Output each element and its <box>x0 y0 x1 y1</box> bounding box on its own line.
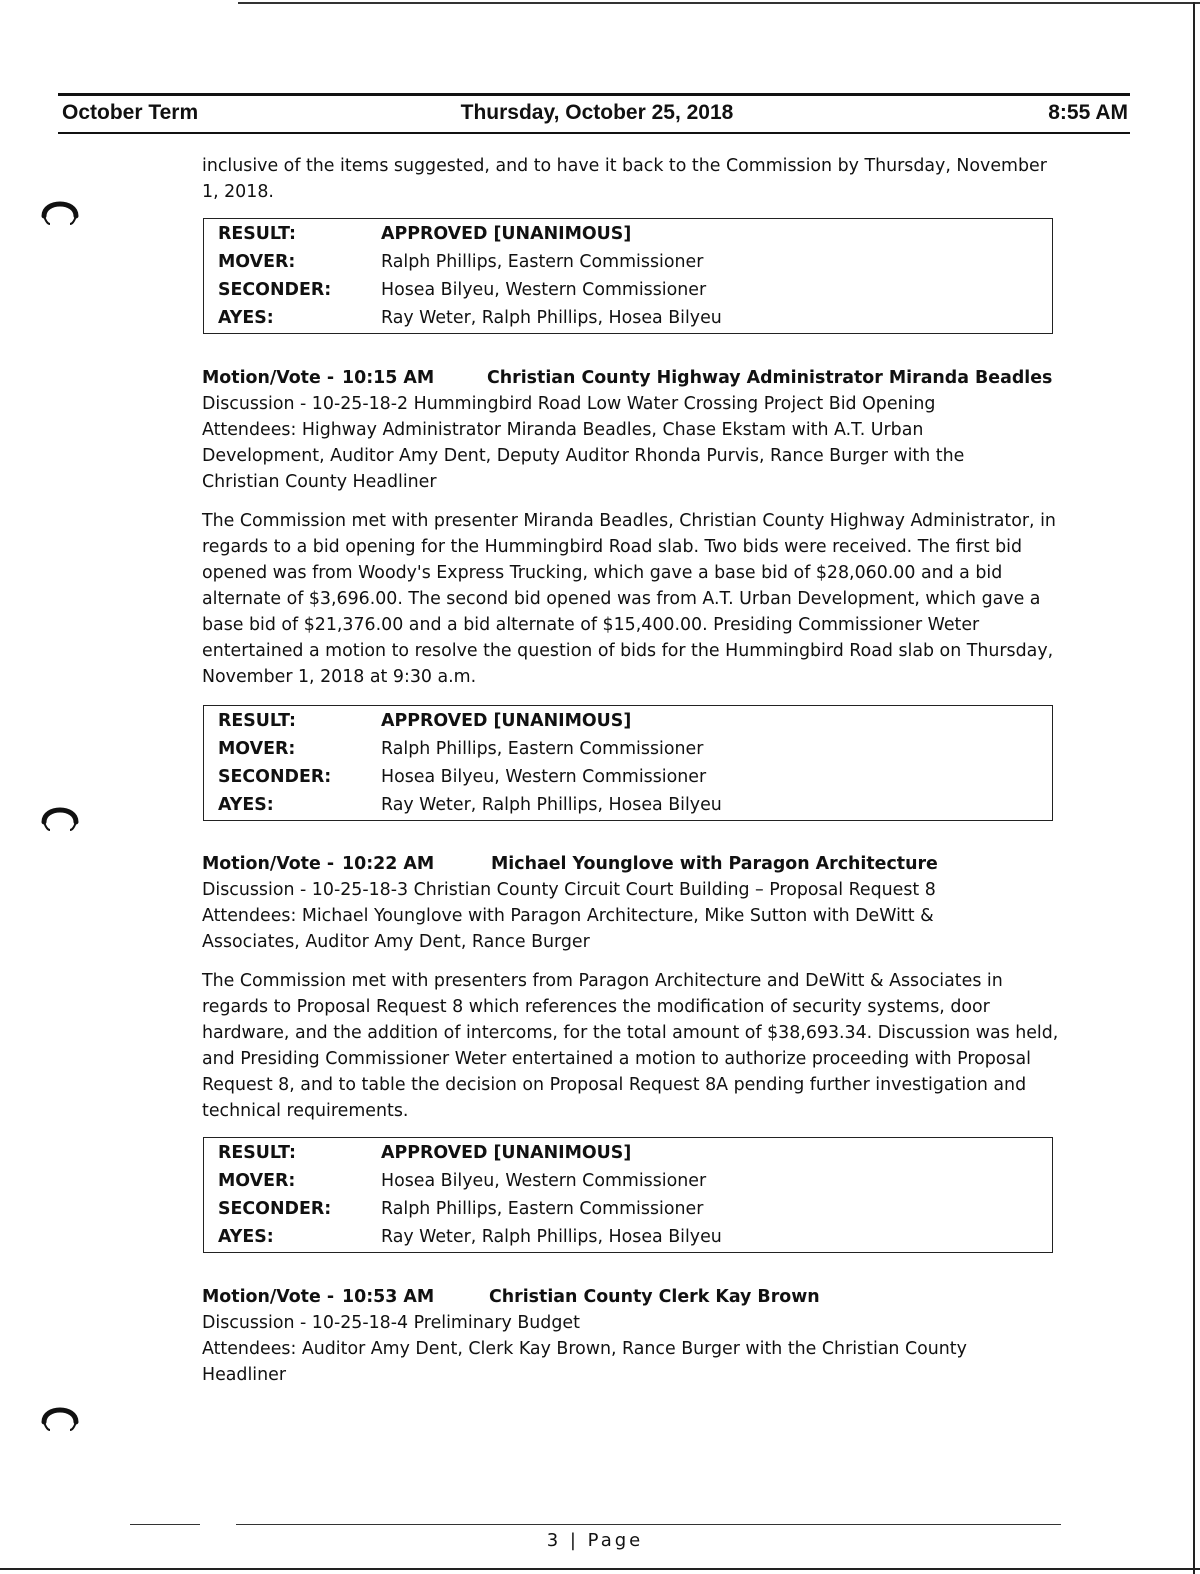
motion-discussion: Discussion - 10-25-18-4 Preliminary Budget <box>202 1313 580 1333</box>
motion-time: 10:22 AM <box>342 854 435 874</box>
scan-edge-right <box>1193 2 1195 1574</box>
motion-time: 10:15 AM <box>342 368 435 388</box>
mover-label: MOVER: <box>218 739 296 759</box>
header-term: October Term <box>62 101 199 124</box>
motion-label: Motion/Vote - <box>202 854 335 874</box>
header-rule-bottom <box>58 132 1130 134</box>
ayes-value: Ray Weter, Ralph Phillips, Hosea Bilyeu <box>381 308 722 328</box>
seconder-value: Hosea Bilyeu, Western Commissioner <box>381 280 707 300</box>
scan-edge-bottom <box>0 1568 1200 1570</box>
seconder-value: Ralph Phillips, Eastern Commissioner <box>381 1199 704 1219</box>
motion-attendees: Attendees: Auditor Amy Dent, Clerk Kay Brown, Rance Burger with the Christian County Headliner <box>202 1339 967 1385</box>
motion-body: The Commission met with presenter Miranda Beadles, Christian County Highway Administrator, in regards to a bid opening for the Hummingbird Road slab. Two bids were received. The first bid opened was from Woody's Express Trucking, which gave a base bid of $28,060.00 and a bid alternate of $3,696.00. The second bid opened was from A.T. Urban Development, which gave a base bid of $21,376.00 and a bid alternate of $15,400.00. Presiding Commissioner Weter entertained a motion to resolve the question of bids for the Hummingbird Road slab on Thursday, November 1, 2018 at 9:30 a.m. <box>202 511 1056 687</box>
result-label: RESULT: <box>218 711 296 731</box>
hole-punch-icon <box>38 186 82 230</box>
page-number: 3 | Page <box>546 1530 644 1551</box>
seconder-value: Hosea Bilyeu, Western Commissioner <box>381 767 707 787</box>
header-rule-top <box>58 93 1130 96</box>
hole-punch-icon <box>38 792 82 836</box>
mover-label: MOVER: <box>218 252 296 272</box>
footer-rule <box>130 1524 200 1525</box>
motion-label: Motion/Vote - <box>202 368 335 388</box>
scan-edge-top <box>238 2 1200 4</box>
result-value: APPROVED [UNANIMOUS] <box>381 1143 632 1163</box>
header-time: 8:55 AM <box>1048 101 1128 124</box>
vote-table <box>203 705 1053 821</box>
vote-table <box>203 218 1053 334</box>
ayes-label: AYES: <box>218 1227 274 1247</box>
motion-discussion: Discussion - 10-25-18-3 Christian County Circuit Court Building – Proposal Request 8 <box>202 880 936 900</box>
ayes-value: Ray Weter, Ralph Phillips, Hosea Bilyeu <box>381 1227 722 1247</box>
header-date: Thursday, October 25, 2018 <box>460 101 734 124</box>
footer-rule <box>236 1524 1061 1525</box>
motion-time: 10:53 AM <box>342 1287 435 1307</box>
intro-paragraph: inclusive of the items suggested, and to have it back to the Commission by Thursday, November 1, 2018. <box>202 156 1047 202</box>
ayes-label: AYES: <box>218 308 274 328</box>
motion-discussion: Discussion - 10-25-18-2 Hummingbird Road Low Water Crossing Project Bid Opening <box>202 394 936 414</box>
mover-value: Ralph Phillips, Eastern Commissioner <box>381 739 704 759</box>
result-label: RESULT: <box>218 1143 296 1163</box>
seconder-label: SECONDER: <box>218 1199 332 1219</box>
mover-label: MOVER: <box>218 1171 296 1191</box>
result-value: APPROVED [UNANIMOUS] <box>381 224 632 244</box>
result-label: RESULT: <box>218 224 296 244</box>
ayes-label: AYES: <box>218 795 274 815</box>
mover-value: Hosea Bilyeu, Western Commissioner <box>381 1171 707 1191</box>
seconder-label: SECONDER: <box>218 280 332 300</box>
motion-label: Motion/Vote - <box>202 1287 335 1307</box>
motion-title: Christian County Highway Administrator Miranda Beadles <box>487 368 1053 388</box>
motion-title: Michael Younglove with Paragon Architecture <box>491 854 938 874</box>
mover-value: Ralph Phillips, Eastern Commissioner <box>381 252 704 272</box>
vote-table <box>203 1137 1053 1253</box>
seconder-label: SECONDER: <box>218 767 332 787</box>
motion-title: Christian County Clerk Kay Brown <box>489 1287 820 1307</box>
motion-body: The Commission met with presenters from Paragon Architecture and DeWitt & Associates in regards to Proposal Request 8 which references the modification of security systems, door hardware, and the addition of intercoms, for the total amount of $38,693.34. Discussion was held, and Presiding Commissioner Weter entertained a motion to authorize proceeding with Proposal Request 8, and to table the decision on Proposal Request 8A pending further investigation and technical requirements. <box>202 971 1059 1121</box>
result-value: APPROVED [UNANIMOUS] <box>381 711 632 731</box>
hole-punch-icon <box>38 1392 82 1436</box>
ayes-value: Ray Weter, Ralph Phillips, Hosea Bilyeu <box>381 795 722 815</box>
motion-attendees: Attendees: Michael Younglove with Paragon Architecture, Mike Sutton with DeWitt & Associates, Auditor Amy Dent, Rance Burger <box>202 906 934 952</box>
motion-attendees: Attendees: Highway Administrator Miranda Beadles, Chase Ekstam with A.T. Urban Development, Auditor Amy Dent, Deputy Auditor Rhonda Purvis, Rance Burger with the Christian County Headliner <box>202 420 965 492</box>
